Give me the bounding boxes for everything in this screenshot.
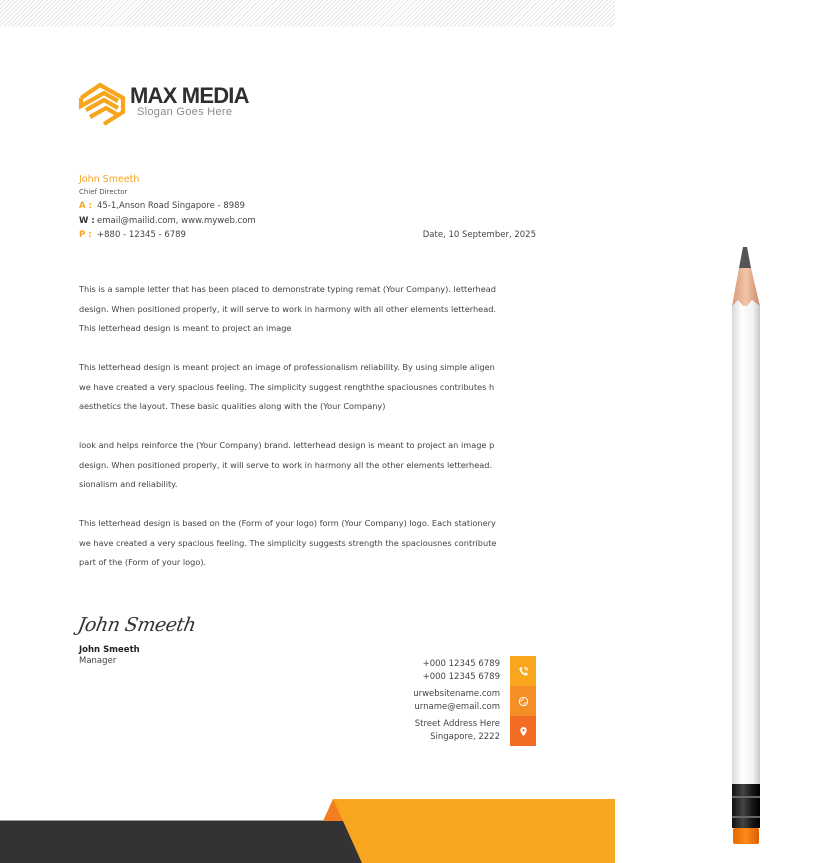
sender-web bbox=[79, 214, 256, 229]
sender-block bbox=[79, 173, 256, 243]
phone-label: P : bbox=[79, 230, 92, 240]
footer-decoration bbox=[0, 798, 615, 863]
address-label: A : bbox=[79, 201, 92, 211]
website-line: urwebsitename.com bbox=[413, 689, 500, 699]
letter-date: Date, 10 September, 2025 bbox=[422, 230, 536, 240]
header-hatch-band bbox=[0, 0, 615, 27]
letter-body bbox=[79, 280, 541, 592]
signer-role: Manager bbox=[79, 656, 117, 666]
phone-line: +000 12345 6789 bbox=[422, 659, 500, 669]
location-pin-icon bbox=[510, 716, 536, 746]
paragraph-line: look and helps reinforce the (Your Company) brand. letterhead design is meant to project an image p bbox=[79, 440, 495, 450]
sender-phone bbox=[79, 228, 256, 243]
footer-contact-web bbox=[390, 686, 536, 716]
pencil-image bbox=[728, 244, 764, 846]
address-line: Street Address Here bbox=[414, 719, 500, 729]
signer-name: John Smeeth bbox=[79, 645, 140, 655]
paragraph bbox=[79, 280, 541, 339]
sender-name: John Smeeth bbox=[79, 174, 140, 185]
brand-slogan: Slogan Goes Here bbox=[137, 106, 233, 118]
paragraph-line: This letterhead design is meant project an image of professionalism reliability. By using simple aligen bbox=[79, 362, 495, 372]
paragraph bbox=[79, 436, 541, 495]
street-address bbox=[415, 718, 500, 743]
footer-contact-list bbox=[390, 656, 536, 746]
signature-script: John Smeeth bbox=[76, 614, 198, 636]
address-value: 45-1,Anson Road Singapore - 8989 bbox=[97, 201, 245, 211]
phone-icon bbox=[510, 656, 536, 686]
hexagon-chevron-logo-icon bbox=[78, 80, 126, 128]
footer-contact-phone bbox=[390, 656, 536, 686]
globe-icon bbox=[510, 686, 536, 716]
web-email bbox=[413, 688, 500, 713]
sender-title: Chief Director bbox=[79, 188, 128, 196]
paragraph bbox=[79, 514, 541, 573]
paragraph-line: part of the (Form of your logo). bbox=[79, 557, 207, 567]
phone-value: +880 - 12345 - 6789 bbox=[97, 230, 186, 240]
paragraph-line: we have created a very spacious feeling. The simplicity suggest rengththe spaciousnes contributes h bbox=[79, 381, 495, 392]
brand-name: MAX MEDIA bbox=[130, 83, 249, 108]
paragraph-line: This letterhead design is meant to project an image bbox=[79, 323, 292, 333]
sender-address bbox=[79, 199, 256, 214]
footer-contact-address bbox=[390, 716, 536, 746]
paragraph-line: sionalism and reliability. bbox=[79, 479, 178, 489]
paragraph-line: This is a sample letter that has been placed to demonstrate typing remat (Your Company). letterhead bbox=[79, 284, 496, 294]
web-value: email@mailid.com, www.myweb.com bbox=[97, 215, 256, 226]
paragraph-line: we have created a very spacious feeling. The simplicity suggests strength the spaciousnes contribute bbox=[79, 537, 497, 548]
phone-line: +000 12345 6789 bbox=[422, 671, 500, 682]
web-label: W : bbox=[79, 215, 95, 226]
email-line: urname@email.com bbox=[414, 701, 500, 712]
paragraph-line: design. When positioned properly, it will serve to work in harmony all the other elements letterhead. bbox=[79, 459, 493, 470]
paragraph-line: design. When positioned properly, it will serve to work in harmony with all other elements letterhead. bbox=[79, 303, 497, 314]
paragraph-line: aesthetics the layout. These basic qualities along with the (Your Company) bbox=[79, 401, 386, 411]
paragraph bbox=[79, 358, 541, 417]
paragraph-line: This letterhead design is based on the (Form of your logo) form (Your Company) logo. Each stationery bbox=[79, 518, 496, 528]
address-line: Singapore, 2222 bbox=[430, 731, 500, 742]
phone-numbers bbox=[423, 658, 500, 683]
